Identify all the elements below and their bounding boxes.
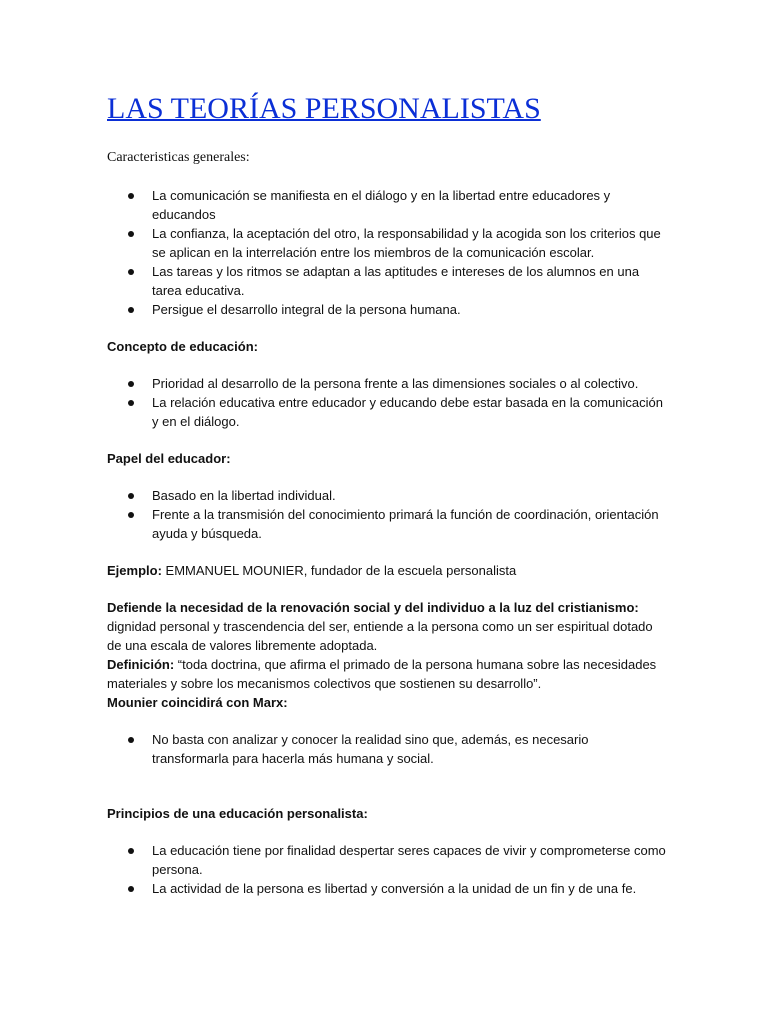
bullet-icon [128, 493, 134, 499]
bullet-icon [128, 886, 134, 892]
list-item: Las tareas y los ritmos se adaptan a las aptitudes e intereses de los alumnos en una tarea educativa. [107, 262, 667, 300]
list-item: La actividad de la persona es libertad y conversión a la unidad de un fin y de una fe. [107, 879, 667, 898]
list-item: Frente a la transmisión del conocimiento primará la función de coordinación, orientación ayuda y búsqueda. [107, 505, 667, 543]
principios-list [107, 841, 667, 898]
list-item: Basado en la libertad individual. [107, 486, 667, 505]
list-item: La confianza, la aceptación del otro, la responsabilidad y la acogida son los criterios que se aplican en la interrelación entre los miembros de la comunicación escolar. [107, 224, 667, 262]
document-page [107, 90, 667, 916]
document-title-link[interactable]: LAS TEORÍAS PERSONALISTAS [107, 92, 541, 125]
bullet-icon [128, 307, 134, 313]
list-item: La relación educativa entre educador y educando debe estar basada en la comunicación y en el diálogo. [107, 393, 667, 431]
bullet-icon [128, 231, 134, 237]
list-item: Persigue el desarrollo integral de la persona humana. [107, 300, 667, 319]
list-item: La comunicación se manifiesta en el diálogo y en la libertad entre educadores y educandos [107, 186, 667, 224]
list-item: No basta con analizar y conocer la realidad sino que, además, es necesario transformarla para hacerla más humana y social. [107, 730, 667, 768]
defiende-bold: Defiende la necesidad de la renovación social y del individuo a la luz del cristianismo: [107, 600, 639, 615]
definicion-paragraph [107, 655, 667, 693]
definicion-label: Definición: [107, 657, 175, 672]
papel-list [107, 486, 667, 543]
bullet-icon [128, 381, 134, 387]
bullet-icon [128, 848, 134, 854]
list-item: Prioridad al desarrollo de la persona frente a las dimensiones sociales o al colectivo. [107, 374, 667, 393]
bullet-icon [128, 737, 134, 743]
papel-heading: Papel del educador: [107, 451, 231, 466]
bullet-icon [128, 269, 134, 275]
spacer [107, 786, 667, 804]
definicion-text: “toda doctrina, que afirma el primado de la persona humana sobre las necesidades materiales y sobre los mecanismos colectivos que sostienen su desarrollo”. [107, 657, 657, 691]
ejemplo-label: Ejemplo: [107, 563, 162, 578]
defiende-paragraph [107, 598, 667, 655]
concepto-heading: Concepto de educación: [107, 339, 258, 354]
concepto-list [107, 374, 667, 431]
defiende-text: dignidad personal y trascendencia del ser, entiende a la persona como un ser espiritual dotado de una escala de valores libremente adoptada. [107, 619, 653, 653]
bullet-icon [128, 512, 134, 518]
caracteristicas-heading: Caracteristicas generales: [107, 150, 250, 165]
mounier-list [107, 730, 667, 768]
ejemplo-text: EMMANUEL MOUNIER, fundador de la escuela personalista [161, 563, 517, 578]
ejemplo-paragraph [107, 561, 667, 580]
caracteristicas-list [107, 186, 667, 319]
bullet-icon [128, 400, 134, 406]
principios-heading: Principios de una educación personalista: [107, 806, 368, 821]
list-item: La educación tiene por finalidad despertar seres capaces de vivir y comprometerse como persona. [107, 841, 667, 879]
mounier-heading: Mounier coincidirá con Marx: [107, 695, 288, 710]
bullet-icon [128, 193, 134, 199]
